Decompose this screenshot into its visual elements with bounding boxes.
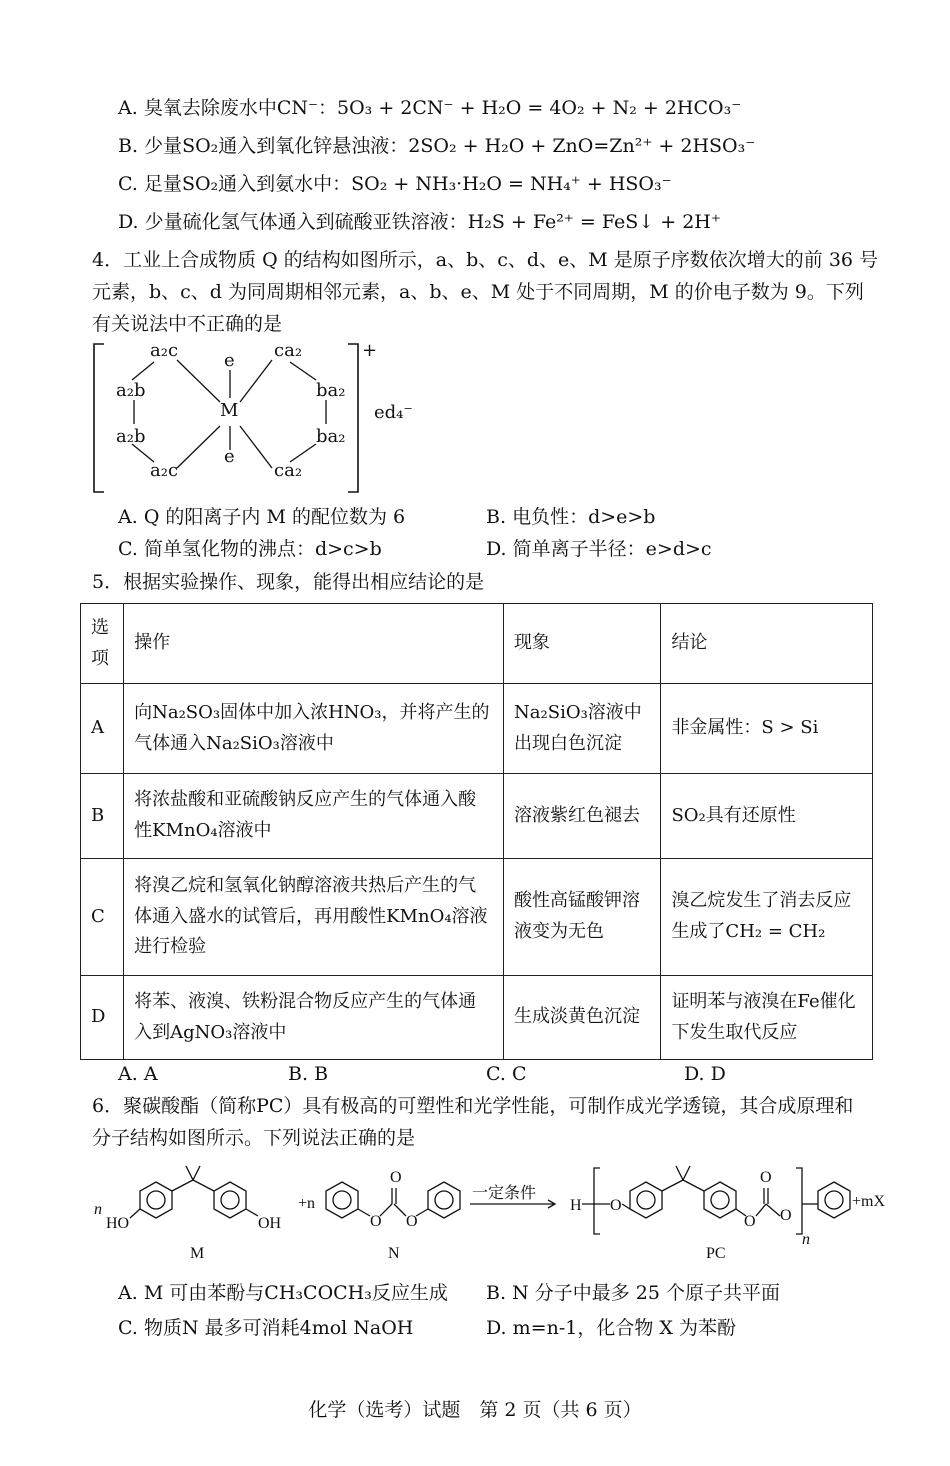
q6-reaction-scheme <box>90 1158 890 1268</box>
ligand-right-lower: ba₂ <box>316 426 346 447</box>
option-text: 电负性：d>e>b <box>512 506 656 528</box>
q5-option-a <box>118 1063 158 1086</box>
q6-option-a <box>118 1282 448 1305</box>
q4-option-c <box>118 538 382 561</box>
header-operation: 操作 <box>124 604 504 684</box>
label-m: M <box>190 1245 205 1262</box>
q6-stem-line-1: 6．聚碳酸酯（简称PC）具有极高的可塑性和光学性能，可制作成光学透镜，其合成原理和 <box>92 1095 854 1117</box>
header-phenomenon: 现象 <box>504 604 661 684</box>
ligand-right-bottom: ca₂ <box>274 460 303 481</box>
option-label: C. <box>118 538 138 560</box>
cell-conclusion: 溴乙烷发生了消去反应生成了CH₂ = CH₂ <box>661 859 873 976</box>
option-text: Q 的阳离子内 M 的配位数为 6 <box>143 506 406 528</box>
plus-mx: +mX <box>852 1193 886 1210</box>
option-label: D. <box>486 538 507 560</box>
option-text: 物质N 最多可消耗4mol NaOH <box>143 1317 414 1339</box>
header-conclusion: 结论 <box>661 604 873 684</box>
ligand-e-top: e <box>224 350 235 371</box>
option-text: N 分子中最多 25 个原子共平面 <box>512 1282 780 1304</box>
plus-n: +n <box>298 1195 316 1212</box>
q6-stem-line-2: 分子结构如图所示。下列说法正确的是 <box>92 1127 416 1149</box>
option-text: B <box>314 1063 329 1085</box>
cell-phenomenon: 溶液紫红色褪去 <box>504 774 661 859</box>
header-option: 选项 <box>81 604 124 684</box>
q6-option-d <box>486 1317 736 1340</box>
ho-group: HO <box>106 1215 130 1232</box>
q5-stem: 5．根据实验操作、现象，能得出相应结论的是 <box>92 571 485 593</box>
option-label: A. <box>118 1063 138 1085</box>
coef-n: n <box>94 1201 102 1218</box>
pc-o2: O <box>744 1213 756 1230</box>
structure-bonds <box>92 340 422 498</box>
q4-stem-line-2: 元素，b、c、d 为同周期相邻元素，a、b、e、M 处于不同周期，M 的价电子数为 9。下列 <box>92 281 864 303</box>
q4-option-b <box>486 506 655 529</box>
n-carbonyl-o: O <box>390 1169 402 1186</box>
n-ester-o2: O <box>406 1213 418 1230</box>
cell-operation: 将苯、液溴、铁粉混合物反应产生的气体通入到AgNO₃溶液中 <box>124 976 504 1060</box>
cell-conclusion: 证明苯与液溴在Fe催化下发生取代反应 <box>661 976 873 1060</box>
option-text: D <box>710 1063 726 1085</box>
cell-operation: 将溴乙烷和氢氧化钠醇溶液共热后产生的气体通入盛水的试管后，再用酸性KMnO₄溶液进行检验 <box>124 859 504 976</box>
option-label: B. <box>486 506 507 528</box>
option-text: C <box>511 1063 527 1085</box>
oh-group: OH <box>258 1215 282 1232</box>
q4-option-a <box>118 506 405 529</box>
cell-phenomenon: 酸性高锰酸钾溶液变为无色 <box>504 859 661 976</box>
q4-stem-line-1: 4．工业上合成物质 Q 的结构如图所示，a、b、c、d、e、M 是原子序数依次增大的前 36 号 <box>92 249 879 271</box>
q4-stem-line-3: 有关说法中不正确的是 <box>92 313 283 335</box>
q4-structure-diagram <box>92 340 422 498</box>
option-label: A. <box>118 97 138 119</box>
label-pc: PC <box>706 1245 726 1262</box>
table-row <box>81 976 873 1060</box>
q5-option-c <box>486 1063 527 1086</box>
option-label: D. <box>118 211 139 233</box>
option-text: A <box>143 1063 158 1085</box>
option-text: 简单氢化物的沸点：d>c>b <box>143 538 382 560</box>
page-footer: 化学（选考）试题 第 2 页（共 6 页） <box>308 1399 642 1421</box>
cell-conclusion: SO₂具有还原性 <box>661 774 873 859</box>
q6-option-b <box>486 1282 780 1305</box>
option-text: m=n-1，化合物 X 为苯酚 <box>512 1317 736 1339</box>
option-label: B. <box>288 1063 309 1085</box>
q3-option-c <box>118 173 672 196</box>
pc-h: H <box>570 1197 582 1214</box>
option-label: B. <box>486 1282 507 1304</box>
ligand-right-upper: ba₂ <box>316 380 346 401</box>
counter-ion: ed₄⁻ <box>374 402 413 423</box>
cell-option: A <box>81 684 124 774</box>
ligand-left-bottom: a₂c <box>150 460 179 481</box>
cell-phenomenon: 生成淡黄色沉淀 <box>504 976 661 1060</box>
ligand-left-top: a₂c <box>150 340 179 361</box>
pc-o1: O <box>610 1197 622 1214</box>
cell-option: D <box>81 976 124 1060</box>
q3-option-d <box>118 211 721 234</box>
option-text: 少量SO₂通入到氧化锌悬浊液：2SO₂ + H₂O + ZnO=Zn²⁺ + 2HSO₃⁻ <box>144 135 756 157</box>
ligand-right-top: ca₂ <box>274 340 303 361</box>
cell-option: B <box>81 774 124 859</box>
cell-conclusion: 非金属性：S > Si <box>661 684 873 774</box>
table-header-row <box>81 604 873 684</box>
subscript-n: n <box>802 1231 810 1248</box>
experiment-table <box>80 603 873 1060</box>
label-n: N <box>388 1245 400 1262</box>
cell-operation: 向Na₂SO₃固体中加入浓HNO₃，并将产生的气体通入Na₂SiO₃溶液中 <box>124 684 504 774</box>
ligand-left-lower: a₂b <box>116 426 146 447</box>
option-label: C. <box>118 173 138 195</box>
option-label: A. <box>118 506 138 528</box>
q4-option-d <box>486 538 712 561</box>
option-label: C. <box>486 1063 506 1085</box>
cell-operation: 将浓盐酸和亚硫酸钠反应产生的气体通入酸性KMnO₄溶液中 <box>124 774 504 859</box>
option-label: D. <box>486 1317 507 1339</box>
q5-option-b <box>288 1063 328 1086</box>
option-text: 臭氧去除废水中CN⁻：5O₃ + 2CN⁻ + H₂O = 4O₂ + N₂ + 2HCO₃⁻ <box>143 97 742 119</box>
pc-carbonyl-o: O <box>760 1169 772 1186</box>
ligand-e-bottom: e <box>224 446 235 467</box>
option-label: A. <box>118 1282 138 1304</box>
option-label: B. <box>118 135 139 157</box>
option-label: C. <box>118 1317 138 1339</box>
n-ester-o1: O <box>370 1213 382 1230</box>
option-text: 足量SO₂通入到氨水中：SO₂ + NH₃·H₂O = NH₄⁺ + HSO₃⁻ <box>143 173 672 195</box>
q3-option-a <box>118 97 741 120</box>
ligand-left-upper: a₂b <box>116 380 146 401</box>
table-row <box>81 774 873 859</box>
metal-center: M <box>220 400 239 421</box>
option-text: 简单离子半径：e>d>c <box>512 538 712 560</box>
cell-phenomenon: Na₂SiO₃溶液中出现白色沉淀 <box>504 684 661 774</box>
q6-option-c <box>118 1317 413 1340</box>
table-row <box>81 684 873 774</box>
pc-o3: O <box>780 1207 792 1224</box>
q5-option-d <box>684 1063 726 1086</box>
cell-option: C <box>81 859 124 976</box>
option-label: D. <box>684 1063 705 1085</box>
reaction-condition: 一定条件 <box>472 1185 537 1202</box>
cation-charge: + <box>362 340 378 361</box>
q3-option-b <box>118 135 755 158</box>
option-text: 少量硫化氢气体通入到硫酸亚铁溶液：H₂S + Fe²⁺ = FeS↓ + 2H⁺ <box>144 211 721 233</box>
option-text: M 可由苯酚与CH₃COCH₃反应生成 <box>143 1282 448 1304</box>
table-row <box>81 859 873 976</box>
